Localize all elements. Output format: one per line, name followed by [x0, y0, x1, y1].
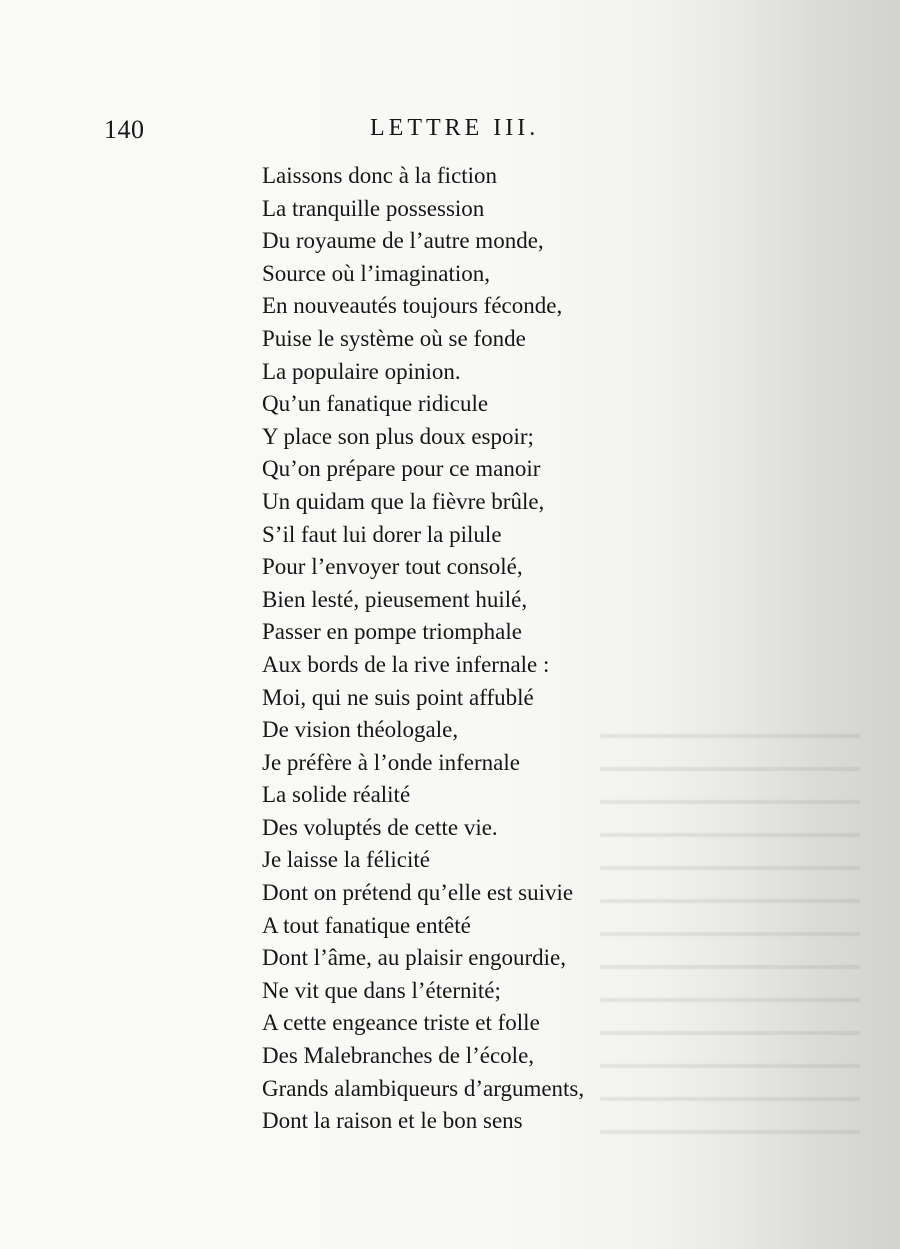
verse-line: Moi, qui ne suis point affublé [262, 684, 534, 710]
verse-line: Je laisse la félicité [262, 847, 430, 873]
verse-line: Dont la raison et le bon sens [262, 1108, 523, 1134]
verse-line: A tout fanatique entêté [262, 912, 471, 938]
verse-line: La tranquille possession [262, 195, 485, 221]
verse-line: S’il faut lui dorer la pilule [262, 521, 502, 547]
verse-line: Dont l’âme, au plaisir engourdie, [262, 945, 567, 971]
verse-line: Dont on prétend qu’elle est suivie [262, 880, 574, 906]
verse-line: Aux bords de la rive infernale : [262, 651, 550, 677]
verse-line: Source où l’imagination, [262, 260, 491, 286]
verse-line: En nouveautés toujours féconde, [262, 293, 563, 319]
poem-verses [262, 160, 584, 1138]
verse-line: Du royaume de l’autre monde, [262, 228, 544, 254]
verse-line: Bien lesté, pieusement huilé, [262, 586, 528, 612]
verse-line: Qu’un fanatique ridicule [262, 391, 489, 417]
verse-line: A cette engeance triste et folle [262, 1010, 540, 1036]
verse-line: Y place son plus doux espoir; [262, 423, 534, 449]
verse-line: Je préfère à l’onde infernale [262, 749, 520, 775]
verse-line: Un quidam que la fièvre brûle, [262, 488, 545, 514]
verse-line: Grands alambiqueurs d’arguments, [262, 1075, 585, 1101]
verse-line: Puise le système où se fonde [262, 325, 526, 351]
show-through-text [600, 720, 860, 1140]
verse-line: Des voluptés de cette vie. [262, 814, 498, 840]
verse-line: Qu’on prépare pour ce manoir [262, 456, 541, 482]
running-title: LETTRE III. [370, 115, 540, 141]
verse-line: Passer en pompe triomphale [262, 619, 522, 645]
verse-line: Pour l’envoyer tout consolé, [262, 554, 523, 580]
verse-line: Laissons donc à la fiction [262, 163, 498, 188]
verse-line: La solide réalité [262, 782, 411, 808]
page-number: 140 [104, 115, 145, 144]
verse-line: La populaire opinion. [262, 358, 461, 384]
verse-line: De vision théologale, [262, 717, 459, 743]
verse-line: Des Malebranches de l’école, [262, 1043, 535, 1069]
verse-line: Ne vit que dans l’éternité; [262, 977, 501, 1003]
